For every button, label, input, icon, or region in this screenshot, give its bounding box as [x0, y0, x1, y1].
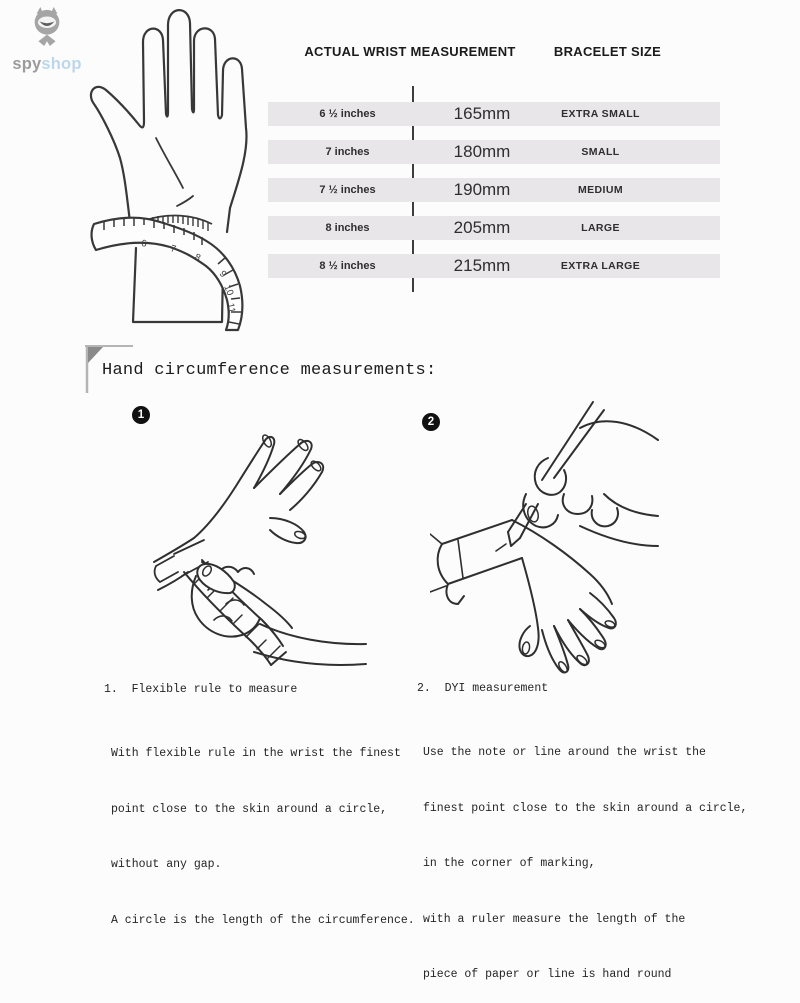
- step-1-badge: 1: [132, 406, 150, 424]
- step-2-paragraph: [423, 707, 747, 1003]
- flexible-rule-measurement-illustration: [150, 414, 370, 676]
- table-header-measurement: ACTUAL WRIST MEASUREMENT: [304, 44, 516, 59]
- step-2-line: finest point close to the skin around a circle,: [423, 801, 748, 815]
- step-1-line: point close to the skin around a circle,: [111, 802, 388, 816]
- wrist-inches: 7 ½ inches: [319, 184, 376, 196]
- logo: [4, 6, 90, 74]
- flexible-tape: [155, 540, 286, 665]
- tape-number: 8: [192, 251, 203, 264]
- measuring-tape: [92, 217, 243, 330]
- logo-wordmark: [4, 55, 90, 74]
- step-1-title: 1. Flexible rule to measure: [104, 683, 298, 696]
- tape-number: 6: [140, 238, 148, 250]
- table-row: [268, 140, 720, 164]
- table-row: [268, 178, 720, 202]
- diy-marking-illustration: [430, 398, 660, 680]
- step-1-line: With flexible rule in the wrist the finest: [111, 747, 401, 760]
- wrist-mm: 180mm: [453, 142, 511, 161]
- table-row: [268, 102, 720, 126]
- step-2-line: in the corner of marking,: [423, 857, 596, 870]
- open-palm-outline: [91, 10, 247, 232]
- table-row: [268, 254, 720, 278]
- bracelet-size: SMALL: [581, 146, 620, 158]
- tape-number: 9: [216, 268, 229, 280]
- step-2-line: with a ruler measure the length of the: [423, 912, 686, 926]
- wrist-mm: 165mm: [453, 104, 511, 123]
- bracelet-size: EXTRA SMALL: [561, 108, 640, 120]
- logo-text-shop: shop: [41, 55, 82, 73]
- measured-hand-thumb: [270, 518, 306, 543]
- wrist-inches: 8 inches: [325, 222, 370, 234]
- step-2-line: Use the note or line around the wrist the: [423, 746, 706, 759]
- wrist-measuring-hand-illustration: [80, 0, 300, 340]
- fist-thumb: [197, 564, 235, 593]
- wrist-inches: 8 ½ inches: [319, 260, 376, 272]
- step-2-badge: 2: [422, 413, 440, 431]
- measured-hand-outline: [154, 437, 274, 562]
- tape-number: 7: [169, 243, 178, 256]
- table-header-size: BRACELET SIZE: [553, 44, 662, 59]
- tape-number: 11: [224, 302, 238, 314]
- bracelet-size: EXTRA LARGE: [560, 260, 641, 272]
- wrist-mm: 190mm: [453, 180, 511, 199]
- bracelet-size: MEDIUM: [578, 184, 623, 196]
- step-1-line: A circle is the length of the circumference.: [111, 913, 415, 927]
- pen-holding-hand: [523, 421, 658, 546]
- bracelet-size: LARGE: [581, 222, 620, 234]
- table-row: [268, 216, 720, 240]
- step-2-title: 2. DYI measurement: [417, 682, 549, 695]
- wrist-mm: 205mm: [453, 218, 511, 237]
- wrist-inches: 7 inches: [325, 146, 370, 158]
- step-1-paragraph: [111, 708, 415, 949]
- step-1-line: without any gap.: [111, 858, 222, 871]
- spy-owl-icon: [28, 6, 66, 48]
- tape-number: 10: [221, 283, 236, 298]
- wrist-inches: 6 ½ inches: [319, 108, 376, 120]
- step-2-line: piece of paper or line is hand round: [423, 968, 672, 981]
- logo-text-spy: spy: [12, 55, 42, 73]
- marked-hand: [512, 520, 616, 674]
- section-heading: Hand circumference measurements:: [102, 361, 437, 380]
- wrist-mm: 215mm: [453, 256, 511, 275]
